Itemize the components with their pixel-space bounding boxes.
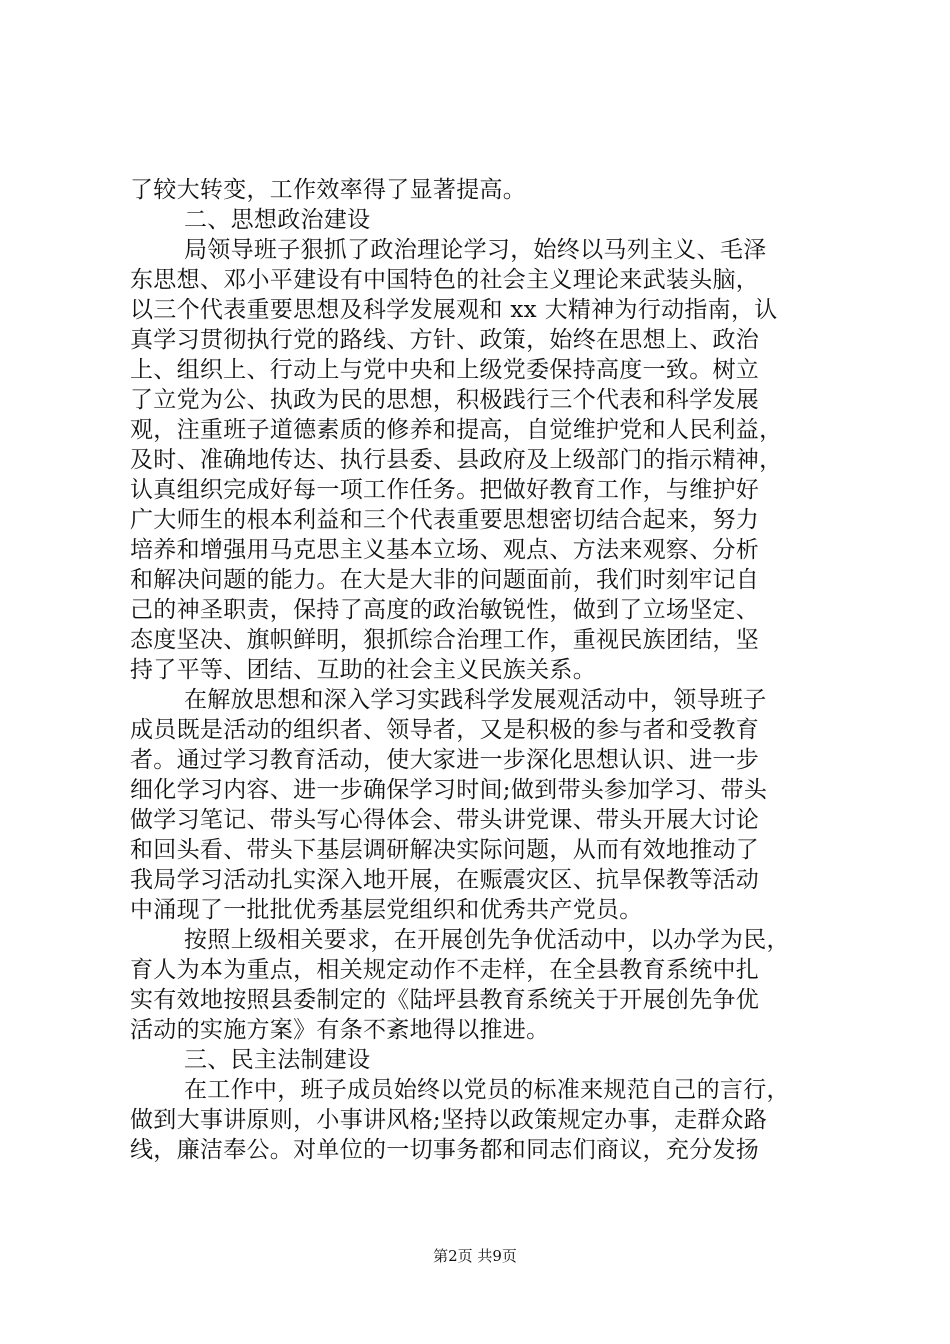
text-line: 细化学习内容、进一步确保学习时间;做到带头参加学习、带头 [130,777,768,803]
text-line: 二、思想政治建设 [184,207,371,233]
text-line: 局领导班子狠抓了政治理论学习，始终以马列主义、毛泽 [184,237,767,263]
text-line: 认真组织完成好每一项工作任务。把做好教育工作，与维护好 [130,477,760,503]
text-line: 了较大转变，工作效率得了显著提高。 [130,177,527,203]
text-line: 实有效地按照县委制定的《陆坪县教育系统关于开展创先争优 [130,987,760,1013]
text-line: 者。通过学习教育活动，使大家进一步深化思想认识、进一步 [130,747,760,773]
document-body [130,175,830,1165]
text-line: 成员既是活动的组织者、领导者，又是积极的参与者和受教育 [130,717,760,743]
text-line: 和解决问题的能力。在大是大非的问题面前，我们时刻牢记自 [130,567,760,593]
text-line: 活动的实施方案》有条不紊地得以推进。 [130,1017,550,1043]
text-line: 真学习贯彻执行党的路线、方针、政策，始终在思想上、政治 [130,327,760,353]
text-line: 以三个代表重要思想及科学发展观和 xx 大精神为行动指南，认 [130,297,778,323]
text-line: 东思想、邓小平建设有中国特色的社会主义理论来武装头脑， [130,267,760,293]
text-line: 和回头看、带头下基层调研解决实际问题，从而有效地推动了 [130,837,760,863]
text-line: 持了平等、团结、互助的社会主义民族关系。 [130,657,596,683]
text-line: 三、民主法制建设 [184,1047,371,1073]
text-line: 态度坚决、旗帜鲜明，狠抓综合治理工作，重视民族团结，坚 [130,627,760,653]
text-line: 观，注重班子道德素质的修养和提高，自觉维护党和人民利益， [130,417,783,443]
text-line: 培养和增强用马克思主义基本立场、观点、方法来观察、分析 [130,537,760,563]
text-line: 了立党为公、执政为民的思想，积极践行三个代表和科学发展 [130,387,760,413]
text-line: 我局学习活动扎实深入地开展，在赈震灾区、抗旱保教等活动 [130,867,760,893]
text-line: 在解放思想和深入学习实践科学发展观活动中，领导班子 [184,687,767,713]
page-footer [0,1246,950,1266]
text-line: 线，廉洁奉公。对单位的一切事务都和同志们商议，充分发扬 [130,1137,760,1163]
text-line: 上、组织上、行动上与党中央和上级党委保持高度一致。树立 [130,357,760,383]
text-line: 及时、准确地传达、执行县委、县政府及上级部门的指示精神， [130,447,783,473]
text-line: 按照上级相关要求，在开展创先争优活动中，以办学为民， [184,927,790,953]
text-line: 育人为本为重点，相关规定动作不走样，在全县教育系统中扎 [130,957,760,983]
text-line: 中涌现了一批批优秀基层党组织和优秀共产党员。 [130,897,643,923]
text-line: 在工作中，班子成员始终以党员的标准来规范自己的言行， [184,1077,790,1103]
page-number: 第2页 共9页 [433,1247,517,1265]
text-line: 做到大事讲原则，小事讲风格;坚持以政策规定办事，走群众路 [130,1107,768,1133]
text-line: 己的神圣职责，保持了高度的政治敏锐性，做到了立场坚定、 [130,597,760,623]
text-line: 做学习笔记、带头写心得体会、带头讲党课、带头开展大讨论 [130,807,760,833]
text-line: 广大师生的根本利益和三个代表重要思想密切结合起来，努力 [130,507,760,533]
